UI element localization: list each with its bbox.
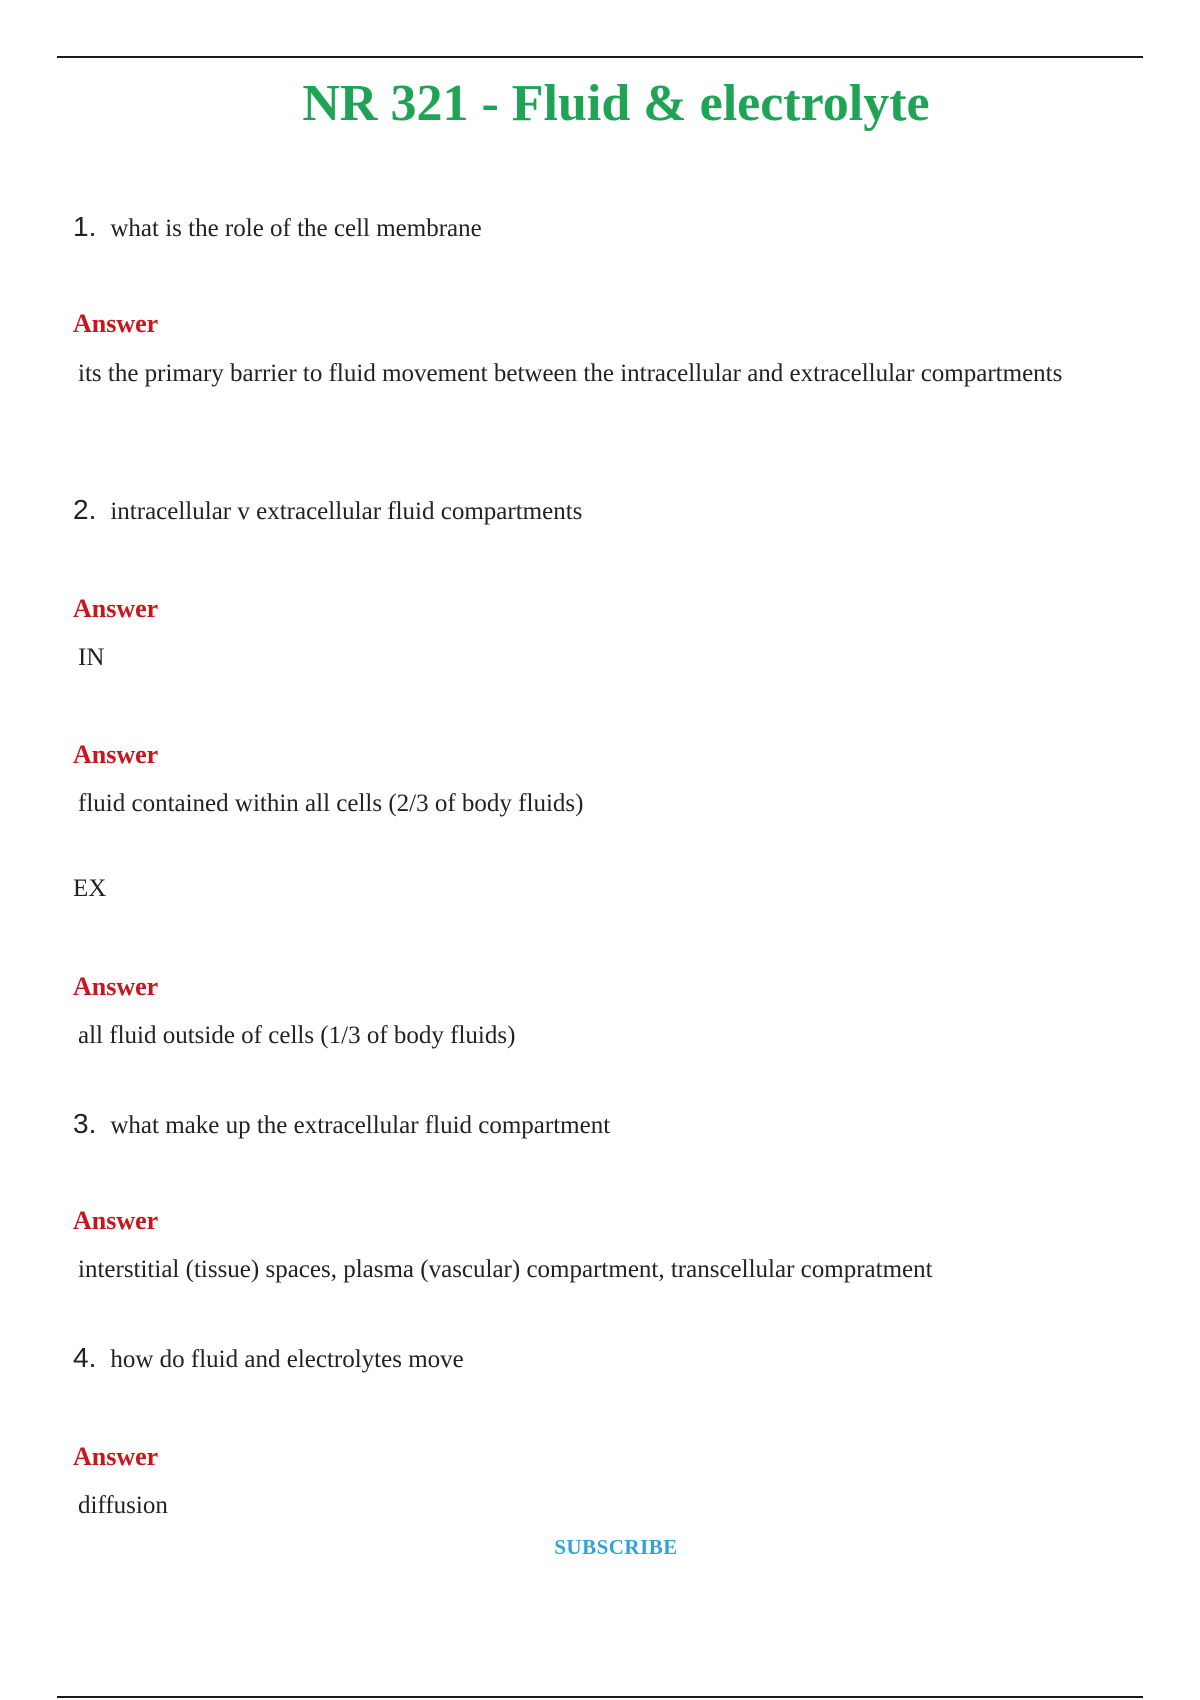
question-number: 3. — [73, 1108, 97, 1139]
answer-text: its the primary barrier to fluid movement between the intracellular and extracellular compartments — [78, 360, 1063, 387]
question-text: what make up the extracellular fluid compartment — [110, 1112, 611, 1139]
answer-label: Answer — [73, 1442, 159, 1471]
answer-label: Answer — [73, 594, 159, 623]
question-1 — [73, 210, 482, 246]
answer-text: diffusion — [78, 1492, 168, 1519]
question-text: what is the role of the cell membrane — [110, 215, 482, 242]
question-text: how do fluid and electrolytes move — [110, 1346, 464, 1373]
answer-label: Answer — [73, 740, 159, 769]
top-rule — [57, 56, 1143, 58]
answer-label: Answer — [73, 972, 159, 1001]
interlude-text: EX — [73, 875, 107, 902]
bottom-rule — [57, 1696, 1143, 1698]
answer-text: interstitial (tissue) spaces, plasma (vascular) compartment, transcellular compratment — [78, 1256, 933, 1283]
answer-text: all fluid outside of cells (1/3 of body fluids) — [78, 1022, 516, 1049]
answer-label: Answer — [73, 1206, 159, 1235]
question-number: 2. — [73, 494, 97, 525]
answer-text: fluid contained within all cells (2/3 of body fluids) — [78, 790, 584, 817]
question-number: 4. — [73, 1342, 97, 1373]
subscribe-link[interactable]: SUBSCRIBE — [554, 1535, 678, 1559]
question-3 — [73, 1107, 610, 1143]
question-4 — [73, 1341, 464, 1377]
question-text: intracellular v extracellular fluid compartments — [110, 498, 583, 525]
answer-text: IN — [78, 644, 105, 671]
document-title: NR 321 - Fluid & electrolyte — [302, 75, 930, 132]
question-2 — [73, 493, 582, 529]
answer-label: Answer — [73, 309, 159, 338]
question-number: 1. — [73, 211, 97, 242]
